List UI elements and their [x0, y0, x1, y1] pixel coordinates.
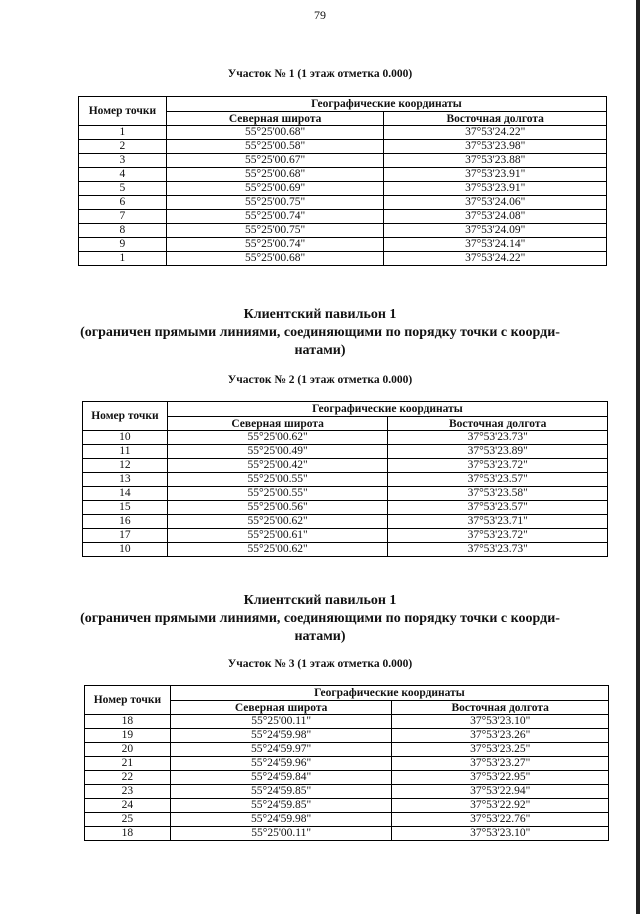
east-lon-cell: 37°53'23.71": [388, 515, 608, 529]
table-row: [79, 210, 607, 224]
header-east-lon: Восточная долгота: [388, 417, 608, 431]
east-lon-cell: 37°53'23.57": [388, 473, 608, 487]
point-number-cell: 22: [85, 771, 171, 785]
north-lat-cell: 55°25'00.68": [166, 168, 384, 182]
point-number-cell: 4: [79, 168, 167, 182]
coords-table-3: [84, 685, 609, 841]
header-east-lon: Восточная долгота: [384, 112, 607, 126]
point-number-cell: 6: [79, 196, 167, 210]
table-row: [79, 140, 607, 154]
coords-table-1: [78, 96, 607, 266]
east-lon-cell: 37°53'23.26": [392, 729, 609, 743]
table-row: [83, 459, 608, 473]
section-title-2: Участок № 2 (1 этаж отметка 0.000): [227, 374, 413, 386]
point-number-cell: 3: [79, 154, 167, 168]
table-row: [79, 126, 607, 140]
north-lat-cell: 55°25'00.61": [167, 529, 388, 543]
point-number-cell: 13: [83, 473, 168, 487]
point-number-cell: 10: [83, 431, 168, 445]
table-row: [79, 238, 607, 252]
point-number-cell: 16: [83, 515, 168, 529]
point-number-cell: 1: [79, 252, 167, 266]
header-point-number: Номер точки: [85, 686, 171, 715]
section-title-3: Участок № 3 (1 этаж отметка 0.000): [227, 658, 413, 670]
coords-table-2: [82, 401, 608, 557]
table-row: [79, 182, 607, 196]
east-lon-cell: 37°53'22.94": [392, 785, 609, 799]
north-lat-cell: 55°25'00.62": [167, 515, 388, 529]
east-lon-cell: 37°53'24.09": [384, 224, 607, 238]
point-number-cell: 5: [79, 182, 167, 196]
header-point-number: Номер точки: [79, 97, 167, 126]
heading-line: (ограничен прямыми линиями, соединяющими по порядку точки с коорди-: [80, 325, 560, 340]
table-row: [85, 757, 609, 771]
point-number-cell: 24: [85, 799, 171, 813]
east-lon-cell: 37°53'23.91": [384, 182, 607, 196]
heading-line: натами): [294, 343, 346, 358]
east-lon-cell: 37°53'23.58": [388, 487, 608, 501]
point-number-cell: 10: [83, 543, 168, 557]
point-number-cell: 11: [83, 445, 168, 459]
point-number-cell: 20: [85, 743, 171, 757]
east-lon-cell: 37°53'24.22": [384, 126, 607, 140]
point-number-cell: 14: [83, 487, 168, 501]
east-lon-cell: 37°53'24.08": [384, 210, 607, 224]
table-row: [83, 487, 608, 501]
east-lon-cell: 37°53'23.10": [392, 827, 609, 841]
point-number-cell: 1: [79, 126, 167, 140]
north-lat-cell: 55°25'00.75": [166, 224, 384, 238]
north-lat-cell: 55°25'00.74": [166, 210, 384, 224]
north-lat-cell: 55°24'59.98": [170, 729, 392, 743]
header-geo-coords: Географические координаты: [167, 402, 607, 417]
north-lat-cell: 55°25'00.67": [166, 154, 384, 168]
table-row: [83, 431, 608, 445]
point-number-cell: 17: [83, 529, 168, 543]
east-lon-cell: 37°53'23.10": [392, 715, 609, 729]
north-lat-cell: 55°25'00.75": [166, 196, 384, 210]
east-lon-cell: 37°53'23.25": [392, 743, 609, 757]
point-number-cell: 25: [85, 813, 171, 827]
point-number-cell: 18: [85, 827, 171, 841]
section-title-1: Участок № 1 (1 этаж отметка 0.000): [227, 68, 413, 80]
east-lon-cell: 37°53'22.92": [392, 799, 609, 813]
table-row: [83, 543, 608, 557]
east-lon-cell: 37°53'23.98": [384, 140, 607, 154]
east-lon-cell: 37°53'23.72": [388, 459, 608, 473]
point-number-cell: 18: [85, 715, 171, 729]
heading-line: Клиентский павильон 1: [243, 307, 397, 322]
table-row: [79, 154, 607, 168]
table-row: [85, 827, 609, 841]
north-lat-cell: 55°25'00.49": [167, 445, 388, 459]
header-north-lat: Северная широта: [166, 112, 384, 126]
table-row: [79, 252, 607, 266]
east-lon-cell: 37°53'23.89": [388, 445, 608, 459]
table-row: [85, 813, 609, 827]
north-lat-cell: 55°25'00.62": [167, 431, 388, 445]
table-row: [83, 501, 608, 515]
table-row: [79, 224, 607, 238]
page-number: 79: [314, 8, 326, 22]
north-lat-cell: 55°24'59.96": [170, 757, 392, 771]
table-row: [85, 729, 609, 743]
east-lon-cell: 37°53'23.27": [392, 757, 609, 771]
heading-1: [40, 306, 600, 360]
heading-line: (ограничен прямыми линиями, соединяющими по порядку точки с коорди-: [80, 611, 560, 626]
east-lon-cell: 37°53'22.76": [392, 813, 609, 827]
table-row: [85, 799, 609, 813]
east-lon-cell: 37°53'23.88": [384, 154, 607, 168]
point-number-cell: 23: [85, 785, 171, 799]
heading-line: натами): [294, 629, 346, 644]
east-lon-cell: 37°53'22.95": [392, 771, 609, 785]
north-lat-cell: 55°24'59.85": [170, 799, 392, 813]
north-lat-cell: 55°25'00.62": [167, 543, 388, 557]
east-lon-cell: 37°53'23.73": [388, 431, 608, 445]
point-number-cell: 21: [85, 757, 171, 771]
header-north-lat: Северная широта: [167, 417, 388, 431]
heading-line: Клиентский павильон 1: [243, 593, 397, 608]
table-row: [83, 445, 608, 459]
north-lat-cell: 55°25'00.11": [170, 827, 392, 841]
scan-edge: [636, 0, 640, 914]
north-lat-cell: 55°25'00.55": [167, 473, 388, 487]
table-row: [83, 515, 608, 529]
north-lat-cell: 55°25'00.11": [170, 715, 392, 729]
header-north-lat: Северная широта: [170, 701, 392, 715]
table-row: [79, 168, 607, 182]
point-number-cell: 15: [83, 501, 168, 515]
table-row: [79, 196, 607, 210]
east-lon-cell: 37°53'23.72": [388, 529, 608, 543]
north-lat-cell: 55°24'59.85": [170, 785, 392, 799]
table-row: [83, 473, 608, 487]
east-lon-cell: 37°53'24.14": [384, 238, 607, 252]
north-lat-cell: 55°25'00.42": [167, 459, 388, 473]
north-lat-cell: 55°25'00.56": [167, 501, 388, 515]
table-row: [83, 529, 608, 543]
north-lat-cell: 55°25'00.55": [167, 487, 388, 501]
east-lon-cell: 37°53'24.06": [384, 196, 607, 210]
east-lon-cell: 37°53'23.57": [388, 501, 608, 515]
header-point-number: Номер точки: [83, 402, 168, 431]
heading-2: [40, 592, 600, 646]
point-number-cell: 9: [79, 238, 167, 252]
table-row: [85, 743, 609, 757]
point-number-cell: 7: [79, 210, 167, 224]
north-lat-cell: 55°24'59.97": [170, 743, 392, 757]
table-row: [85, 771, 609, 785]
north-lat-cell: 55°25'00.74": [166, 238, 384, 252]
north-lat-cell: 55°24'59.84": [170, 771, 392, 785]
table-row: [85, 715, 609, 729]
header-east-lon: Восточная долгота: [392, 701, 609, 715]
header-geo-coords: Географические координаты: [170, 686, 608, 701]
point-number-cell: 2: [79, 140, 167, 154]
table-row: [85, 785, 609, 799]
point-number-cell: 8: [79, 224, 167, 238]
north-lat-cell: 55°24'59.98": [170, 813, 392, 827]
east-lon-cell: 37°53'24.22": [384, 252, 607, 266]
east-lon-cell: 37°53'23.91": [384, 168, 607, 182]
north-lat-cell: 55°25'00.68": [166, 252, 384, 266]
header-geo-coords: Географические координаты: [166, 97, 606, 112]
point-number-cell: 19: [85, 729, 171, 743]
east-lon-cell: 37°53'23.73": [388, 543, 608, 557]
point-number-cell: 12: [83, 459, 168, 473]
north-lat-cell: 55°25'00.69": [166, 182, 384, 196]
north-lat-cell: 55°25'00.68": [166, 126, 384, 140]
north-lat-cell: 55°25'00.58": [166, 140, 384, 154]
